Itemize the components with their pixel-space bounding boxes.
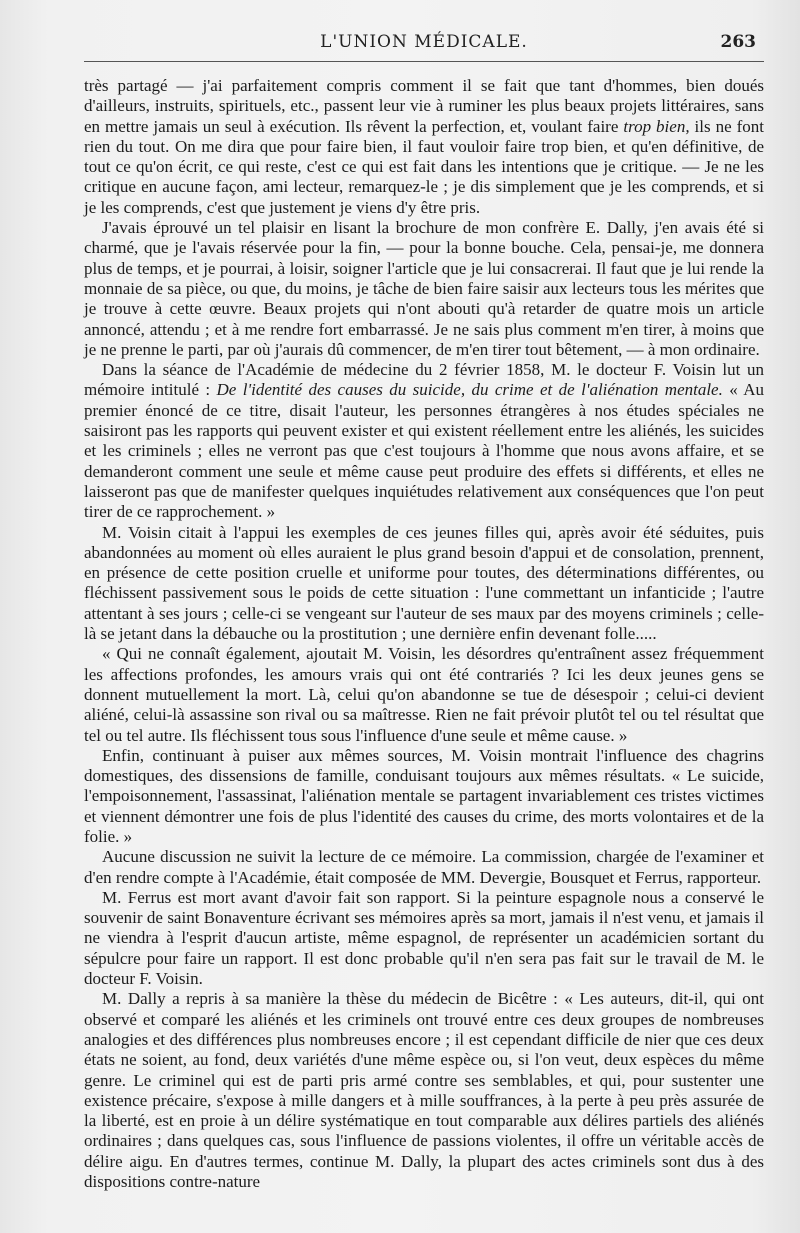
text-segment: J'avais éprouvé un tel plaisir en lisant la brochure de mon confrère E. Dally, j'en avais été si charmé, que je l'avais réservée pour la fin, — pour la bonne bouche. Cela, pensai-je, me donnera plus de temps, et je pourrai, à loisir, soigner l'article que je lui consacrerai. Il faut que je lui rende la monnaie de sa pièce, ou que, du moins, je tâche de bien faire saisir aux lecteurs tous les mérites que je trouve à cette œuvre. Beaux projets qui n'ont abouti qu'à retarder de quatre mois un article annoncé, attendu ; et à me rendre fort embarrassé. Je ne sais plus comment m'en tirer, à moins que je ne prenne le parti, par où j'aurais dû commencer, de m'en tirer tout bêtement, — à mon ordinaire. [84, 218, 764, 359]
running-title: L'UNION MÉDICALE. [320, 32, 528, 52]
text-segment: M. Voisin citait à l'appui les exemples de ces jeunes filles qui, après avoir été séduites, puis abandonnées au moment où elles auraient le plus grand besoin d'appui et de consolation, prennent, en présence de cette position cruelle et uniforme pour toutes, des déterminations différentes, ou fléchissent passivement sous le poids de cette situation : l'une commettant un infanticide ; l'autre attentant à ses jours ; celle-ci se vengeant sur l'auteur de ses maux par des moyens criminels ; celle-là se jetant dans la débauche ou la prostitution ; une dernière enfin devenant folle..... [84, 522, 764, 644]
text-segment: M. Dally a repris à sa manière la thèse du médecin de Bicêtre : « Les auteurs, dit-il, qui ont observé et comparé les aliénés et les criminels ont trouvé entre ces deux groupes de nombreuses analogies et des différences plus nombreuses encore ; il est cependant difficile de nier que ces deux états ne soient, au fond, deux variétés d'une même espèce ou, si l'on veut, deux espèces du même genre. Le criminel qui est de parti pris armé contre ses semblables, et qui, pour sustenter une existence précaire, s'expose à mille dangers et à mille souffrances, à la perte à peu près assurée de la liberté, est en proie à un délire systématique en tout comparable aux délires partiels des aliénés ordinaires ; dans quelques cas, sous l'influence de passions violentes, il offre un véritable accès de délire aigu. En d'autres termes, continue M. Dally, la plupart des actes criminels sont dus à des dispositions contre-nature [84, 989, 764, 1192]
text-segment: « Au premier énoncé de ce titre, disait l'auteur, les personnes étrangères à nos études spéciales ne saisiront pas les rapports qui peuvent exister et qui existent réellement entre les aliénés, les suicides et les criminels ; elles ne verront pas que c'est toujours à l'homme que nous avons affaire, et se demanderont comment une seule et même cause peut produire des effets si différents, et elles ne laisseront pas que de manifester quelques inquiétudes relativement aux conséquences que l'on peut tirer de ce rapprochement. » [84, 380, 764, 522]
paragraph [84, 76, 764, 218]
page-header [84, 32, 764, 56]
text-segment: M. Ferrus est mort avant d'avoir fait son rapport. Si la peinture espagnole nous a conservé le souvenir de saint Bonaventure écrivant ses mémoires après sa mort, jamais il n'est venu, et jamais il ne viendra à l'esprit d'aucun artiste, même espagnol, de représenter un académicien sortant du sépulcre pour faire un rapport. Il est donc probable qu'il n'en sera pas fait sur le travail de M. le docteur F. Voisin. [84, 887, 764, 989]
paragraph [84, 644, 764, 745]
paragraph [84, 360, 764, 522]
text-segment: très partagé — j'ai parfaitement compris comment il se fait que tant d'hommes, bien doués d'ailleurs, instruits, spirituels, etc., passent leur vie à ruminer les plus beaux projets littéraires, sans en mettre jamais un seul à exécution. Ils rêvent la perfection, et, voulant faire [84, 76, 764, 136]
text-segment: Dans la séance de l'Académie de médecine du 2 février 1858, M. le docteur F. Voisin lut un mémoire intitulé : [84, 360, 764, 400]
page-number: 263 [720, 32, 756, 52]
italic-text: trop bien, [623, 116, 690, 136]
paragraph [84, 523, 764, 645]
body-text [84, 76, 764, 1192]
paragraph [84, 847, 764, 888]
paragraph [84, 218, 764, 360]
header-rule [84, 61, 764, 62]
paragraph [84, 989, 764, 1192]
text-segment: ils ne font rien du tout. On me dira que pour faire bien, il faut vouloir faire trop bien, et qu'en définitive, de tout ce qu'on écrit, ce qui reste, c'est ce qui est fait dans les intentions que je critique. — Je ne les critique en aucune façon, ami lecteur, remarquez-le ; je dis simplement que je les comprends, et si je les comprends, c'est que justement je viens d'y être pris. [84, 116, 765, 217]
text-segment: « Qui ne connaît également, ajoutait M. Voisin, les désordres qu'entraînent assez fréquemment les affections profondes, les amours vrais qui ont été contrariés ? Ici les deux jeunes gens se donnent mutuellement la mort. Là, celui qu'on abandonne se tue de désespoir ; celui-ci devient aliéné, celui-là assassine son rival ou sa maîtresse. Rien ne fait prévoir plutôt tel ou tel résultat que tel ou tel autre. Ils fléchissent tous sous l'influence d'une seule et même cause. » [84, 644, 764, 745]
italic-text: De l'identité des causes du suicide, du crime et de l'aliénation mentale. [216, 380, 723, 400]
text-segment: Aucune discussion ne suivit la lecture de ce mémoire. La commission, chargée de l'examiner et d'en rendre compte à l'Académie, était composée de MM. Devergie, Bousquet et Ferrus, rapporteur. [84, 847, 764, 887]
text-segment: Enfin, continuant à puiser aux mêmes sources, M. Voisin montrait l'influence des chagrins domestiques, des dissensions de famille, conduisant toujours aux mêmes résultats. « Le suicide, l'empoisonnement, l'assassinat, l'aliénation mentale se partagent invariablement ces tristes victimes et viennent démontrer une fois de plus l'identité des causes du crime, des morts volontaires et de la folie. » [84, 745, 764, 846]
paragraph [84, 746, 764, 847]
paragraph [84, 888, 764, 989]
